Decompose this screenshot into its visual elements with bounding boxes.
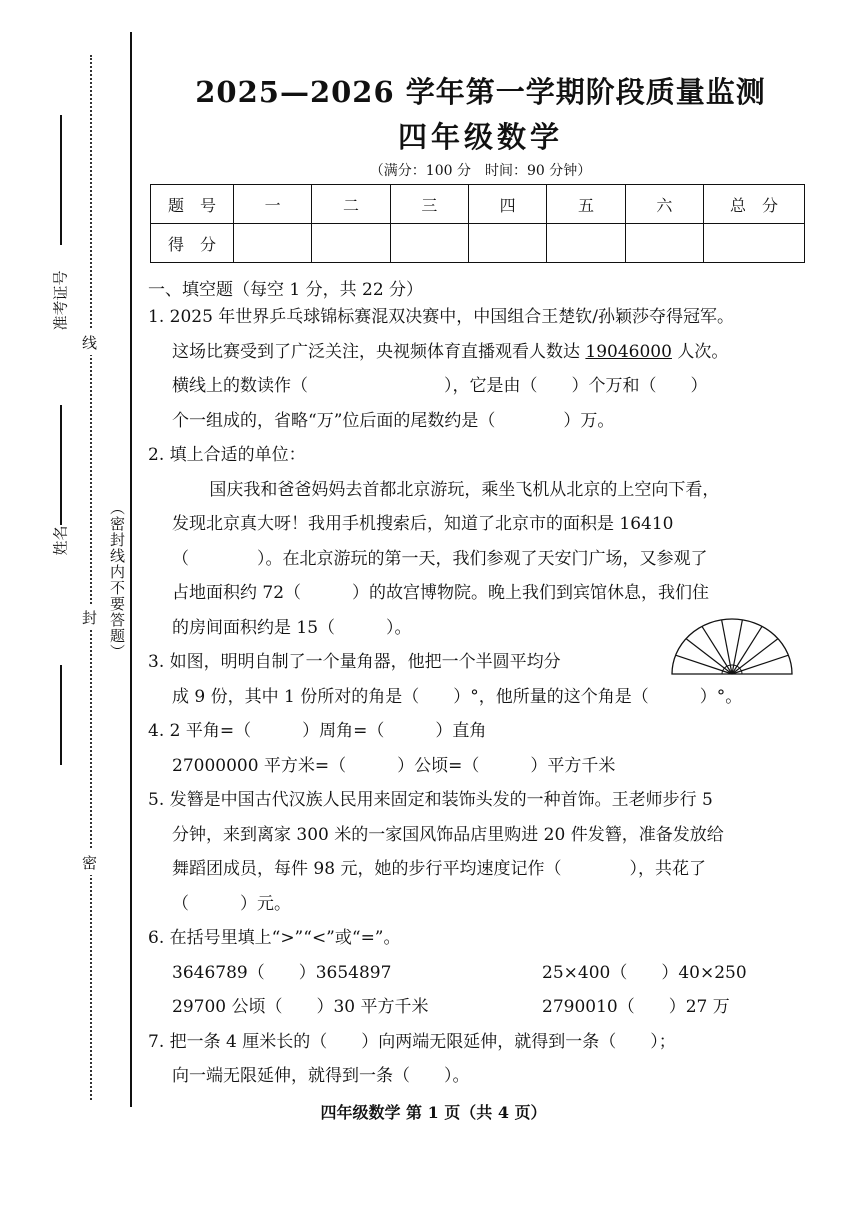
question-1 <box>148 300 813 438</box>
exam-title: 2025—2026 学年第一学期阶段质量监测 <box>195 75 766 109</box>
question-7 <box>148 1025 813 1094</box>
name-blank <box>60 405 62 525</box>
line-mark: 线 <box>82 330 97 355</box>
seal-mark: 封 <box>82 605 97 630</box>
col-header: 总 分 <box>704 185 805 224</box>
question-line: 3. 如图，明明自制了一个量角器，他把一个半圆平均分 <box>148 652 561 672</box>
protractor-ray <box>686 639 732 674</box>
binding-margin <box>0 0 140 1110</box>
compare-row <box>148 990 813 1025</box>
name-label: 姓名 <box>51 525 70 556</box>
col-header: 五 <box>547 185 625 224</box>
question-line: 横线上的数读作（ ），它是由（ ）个万和（ ） <box>172 376 708 396</box>
question-line: 发现北京真大呀！我用手机搜索后，知道了北京市的面积是 16410 <box>172 514 674 534</box>
exam-content <box>148 70 813 1094</box>
question-line: 4. 2 平角=（ ）周角=（ ）直角 <box>148 721 487 741</box>
exam-no-label: 准考证号 <box>51 270 70 331</box>
compare-item: 25×400（ ）40×250 <box>542 962 747 983</box>
text: 这场比赛受到了广泛关注，央视频体育直播观看人数达 <box>172 341 586 362</box>
score-table-row <box>151 224 805 263</box>
text: 人次。 <box>671 341 729 362</box>
section-title: 一、填空题（每空 1 分，共 22 分） <box>148 280 424 300</box>
question-6 <box>148 921 813 1025</box>
protractor-figure <box>668 618 796 680</box>
question-line: （ ）。在北京游玩的第一天，我们参观了天安门广场，又参观了 <box>172 548 708 569</box>
question-line: 6. 在括号里填上“>”“<”或“=”。 <box>148 928 401 948</box>
question-line: 7. 把一条 4 厘米长的（ ）向两端无限延伸，就得到一条（ ）； <box>148 1031 676 1052</box>
question-line: 成 9 份，其中 1 份所对的角是（ ）°，他所量的这个角是（ ）°。 <box>172 686 743 707</box>
compare-row <box>148 956 813 991</box>
score-cell[interactable] <box>625 224 703 263</box>
score-cell[interactable] <box>390 224 468 263</box>
score-table-row <box>151 185 805 224</box>
question-line: 国庆我和爸爸妈妈去首都北京游玩，乘坐飞机从北京的上空向下看， <box>209 479 720 500</box>
compare-item: 29700 公顷（ ）30 平方千米 <box>172 997 429 1017</box>
question-line: 5. 发簪是中国古代汉族人民用来固定和装饰头发的一种首饰。王老师步行 5 <box>148 790 713 810</box>
col-header: 三 <box>390 185 468 224</box>
col-header: 一 <box>234 185 312 224</box>
score-cell[interactable] <box>704 224 805 263</box>
question-2 <box>148 438 813 645</box>
col-header: 二 <box>312 185 390 224</box>
question-line: 舞蹈团成员，每件 98 元，她的步行平均速度记作（ ），共花了 <box>172 859 706 879</box>
question-5 <box>148 783 813 921</box>
score-cell[interactable] <box>547 224 625 263</box>
row-header: 题 号 <box>151 185 234 224</box>
question-line: 向一端无限延伸，就得到一条（ ）。 <box>172 1066 470 1086</box>
protractor-ray <box>676 655 732 674</box>
class-blank <box>60 665 62 765</box>
seal-dotted-line <box>90 55 92 1100</box>
question-line: 的房间面积约是 15（ ）。 <box>172 617 412 638</box>
question-line: 27000000 平方米=（ ）公顷=（ ）平方千米 <box>172 755 616 776</box>
question-line: 分钟，来到离家 300 米的一家国风饰品店里购进 20 件发簪，准备发放给 <box>172 824 724 845</box>
dense-mark: 密 <box>82 850 97 875</box>
score-cell[interactable] <box>468 224 546 263</box>
protractor-rays <box>676 620 789 674</box>
score-cell[interactable] <box>312 224 390 263</box>
page-footer: 四年级数学 第 1 页（共 4 页） <box>320 1103 547 1122</box>
protractor-ray <box>732 655 788 674</box>
question-line <box>148 335 813 370</box>
seal-notice: （密封线内不要答题） <box>108 500 126 660</box>
subject-title: 四年级数学 <box>397 120 563 154</box>
col-header: 六 <box>625 185 703 224</box>
exam-meta: （满分：100 分 时间：90 分钟） <box>369 163 592 179</box>
row-header: 得 分 <box>151 224 234 263</box>
col-header: 四 <box>468 185 546 224</box>
question-line: 占地面积约 72（ ）的故宫博物院。晚上我们到宾馆休息，我们住 <box>172 583 710 603</box>
compare-item: 2790010（ ）27 万 <box>542 997 730 1017</box>
compare-item: 3646789（ ）3654897 <box>172 962 392 983</box>
score-table <box>150 184 805 263</box>
underlined-number: 19046000 <box>585 341 672 362</box>
question-line: 1. 2025 年世界乒乓球锦标赛混双决赛中，中国组合王楚钦/孙颖莎夺得冠军。 <box>148 307 735 327</box>
score-cell[interactable] <box>234 224 312 263</box>
protractor-ray <box>732 639 778 674</box>
question-line: 个一组成的，省略“万”位后面的尾数约是（ ）万。 <box>172 410 615 431</box>
question-line: 2. 填上合适的单位： <box>148 445 306 465</box>
question-line: （ ）元。 <box>172 893 291 914</box>
exam-no-blank <box>60 115 62 245</box>
margin-rule <box>130 32 132 1107</box>
question-4 <box>148 714 813 783</box>
semicircle <box>672 619 792 674</box>
